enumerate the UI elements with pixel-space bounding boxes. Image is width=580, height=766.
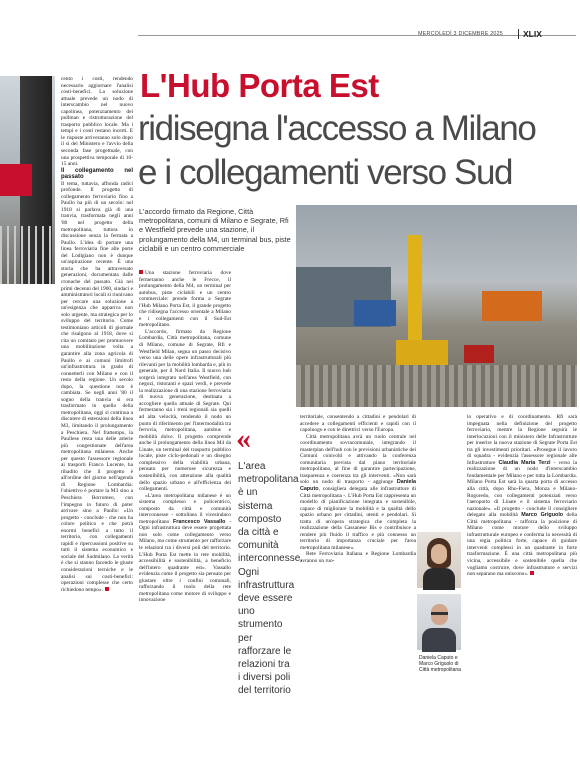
header-page-number: XLIX bbox=[523, 29, 542, 39]
col1-paragraph-1: cento i costi, rendendo necessario aggiornare l'analisi costi-benefici. La soluzione attuale prevede un nodo di interscambio nel nuovo capolinea, potenziamento dei pullman e ristrutturazione del trasporto pubblico locale. Ma i tempi e i costi restano incerti. E le risposte arriveranno solo dopo il sì del Ministero e l'avvio della seconda fase progettuale, con una prospettiva temporale di 10-15 anni. bbox=[61, 76, 133, 168]
photo-red-sign bbox=[0, 164, 32, 196]
end-mark-icon bbox=[530, 571, 534, 575]
photo-fence bbox=[0, 226, 55, 284]
portrait-body bbox=[423, 568, 455, 590]
photo-crane-yellow bbox=[408, 235, 422, 350]
column-3 bbox=[300, 414, 416, 750]
end-mark-icon bbox=[105, 587, 109, 591]
name-francesco-vassallo: Francesco Vassallo bbox=[173, 518, 226, 525]
pull-quote-mark: « bbox=[236, 422, 251, 455]
col3-paragraph-2: Città metropolitana avrà un ruolo centrale nel coordinamento sovracomunale, integrando il masterplan dell'hub con le previsioni urbanistiche dei Comuni coinvolti e attivando la conferenza comunitaria prevista dal piano territoriale metropolitano, al fine di garantire partecipazione, trasparenza e coerenza tra gli interventi. «Non sarà solo un nodo di trasporto - aggiunge Daniela Caputo, consigliera delegata alle infrastrutture di Città metropolitana -. L'Hub Porta Est rappresenta un modello di pianificazione integrata e sostenibile, capace di migliorare la mobilità e la qualità dello spazio urbano per cittadini, utenti e pendolari. Si tratta di un'opera strategica che completa la realizzazione della Cassanese Bis e contribuisce a rendere più fluido il traffico e più connesso un territorio di importanza cruciale per l'area metropolitana milanese». bbox=[300, 433, 416, 551]
paragraph-start-icon bbox=[139, 270, 143, 274]
portrait-marco-griguolo bbox=[417, 594, 461, 650]
col1-subheading: Il collegamento nel passato bbox=[61, 167, 133, 181]
header-date: MERCOLEDÌ 3 DICEMBRE 2025 bbox=[418, 31, 503, 37]
article-summary: L'accordo firmato da Regione, Città metropolitana, comuni di Milano e Segrate, Rfi e Westfield prevede una stazione, il prolungamento della M4, un terminal bus, piste ciclabili e un centro commerciale bbox=[139, 207, 291, 253]
name-claudia-maria-terzi: Claudia Maria Terzi bbox=[498, 459, 551, 466]
photo-red-machine bbox=[464, 345, 494, 363]
pull-quote-text: L'area metropolitana è un sistema composto da città e comunità interconnesse. Ogni infrastruttura deve essere uno strumento per rafforzare le relazioni tra i diversi poli del territorio bbox=[238, 461, 304, 697]
protest-photo bbox=[0, 76, 55, 284]
construction-site-photo bbox=[296, 205, 577, 407]
col2-paragraph-2: «L'area metropolitana milanese è un sistema complesso e policentrico, composto da città e comunità interconnesse - sottolinea il vicesindaco metropolitano Francesco Vassallo - Ogni infrastruttura deve essere progettata non solo come collegamento verso Milano, ma come strumento per rafforzare le relazioni tra i diversi poli del territorio. L'Hub Porta Est mette in rete mobilità, accessibilità e sostenibilità, a beneficio dell'intero quadrante est». Vassallo evidenzia come il progetto sia pensato per giustare oltre i confini comunali, rafforzando il ruolo della rete metropolitana come motore di sviluppo e innovazione bbox=[139, 492, 231, 604]
portrait-caption: Daniela Caputo e Marco Griguolo di Città metropolitana bbox=[419, 655, 461, 673]
col2-paragraph-1: L'accordo, firmato da Regione Lombardia, Città metropolitana, comune di Milano, comune di Segrate, Rfi e Westfield Milan, segna un passo decisivo verso una delle opere infrastrutturali più rilevanti per la mobilità lombarda e, più in generale, per il Nord Italia. Il nuovo hub sorgerà integrato nell'area Westfield, con negozi, ristoranti e spazi verdi, e prevede la realizzazione di una stazione ferroviaria di nuova generazione, destinata a accogliere quella attuale di Segrate. Qui fermeranno sia i treni regionali sia quelli ad alta velocità, rendendo il nodo un punto di riferimento per l'intermodalità tra ferrovia, metropolitana, autobus e mobilità dolce. Il progetto comprende anche il prolungamento della linea M4 da Linate, un terminal del trasporto pubblico locale, piste ciclo-pedonali e un disegno complessivo della viabilità urbana, pensato per numerose sicurezza e sostenibilità, con attenzione alla qualità dello spazio urbano e all'efficienza dei collegamenti. bbox=[139, 328, 231, 493]
photo-blue-container bbox=[354, 300, 396, 326]
col2-lead-paragraph: Una stazione ferroviaria dove fermeranno anche le Frecce, il prolungamento della M4, un terminal per autobus, piste ciclabili e un centro commerciale: prende forma a Segrate l'Hub Milano Porta Est, il grande progetto che ridisegna l'accesso orientale a Milano e i collegamenti con il Sud-Est metropolitano. bbox=[139, 270, 231, 329]
col4-paragraph-1: lo operativo e di coordinamento. Rfi sarà impegnata nella definizione del progetto ferroviario, mentre la Regione seguirà le interlocuzioni con il ministero delle Infrastrutture per inserire la nuova stazione di Segrate Porta Est tra gli investimenti prioritari. «Prosegue il lavoro di squadra - evidenzia l'assessore regionale alle Infrastrutture Claudia Maria Terzi - verso la realizzazione di un nodo d'interscambio fondamentale per Milano e per tutta la Lombardia. Milano Porta Est sarà la quarta porta di accesso alla città, dopo Rho-Fiera, Monza e Milano-Rogoredo, con collegamenti potenziati verso l'aeroporto di Linate e il sistema ferroviario nazionale». «Il progetto - conclude il consigliere delegato alla mobilità Marco Griguolo della Città metropolitana - rafforza la posizione di Milano come motore dello sviluppo infrastrutturale europeo e conferma la necessità di una regia politica forte, capace di guidare interventi complessi in un quadrante in forte trasformazione. È una città metropolitana più vicina, accessibile e sostenibile quella che vogliamo costruire, dove infrastrutture e servizi non separano ma uniscono». bbox=[467, 414, 577, 578]
header-separator bbox=[518, 29, 519, 39]
name-marco-griguolo: Marco Griguolo bbox=[521, 512, 564, 519]
headline-line-1: ridisegna l'accesso a Milano bbox=[138, 109, 536, 148]
portrait-daniela-caputo bbox=[417, 532, 461, 588]
photo-pipes bbox=[296, 365, 577, 407]
col3-paragraph-1: territoriale, consentendo a cittadini e pendolari di accedere a collegamenti efficienti e rapidi con il capoluogo e con le direttrici verso l'Europa. bbox=[300, 414, 416, 434]
column-1 bbox=[61, 76, 133, 749]
portrait-face bbox=[431, 544, 447, 564]
photo-orange-machine bbox=[482, 291, 542, 321]
col3-paragraph-3: Rete Ferroviaria Italiana e Regione Lombardia avranno un ruo- bbox=[300, 551, 416, 565]
column-2 bbox=[139, 270, 231, 749]
name-daniela-caputo: Daniela Caputo bbox=[300, 479, 416, 493]
page-header-rule bbox=[138, 35, 576, 36]
column-4 bbox=[467, 414, 577, 750]
col1-paragraph-2: Il tema, tuttavia, affonda radici profonde. Il progetto di collegamento ferroviario fino a Paullo ha più di un secolo: nel 1918 si parlava già di una tranvia, trasformata negli anni '80 nel progetto della metropolitana, tuttora in discussione senza la fermata a Paullo. L'idea di portare una linea ferroviaria fine alle porte del Lodigiano non è dunque un'aspirazione recente. È una storia che ha attraversato generazioni, documentata dalle cronache del passato. Già nei primi decenni del 1900, sindaci e amministratori locali si riunivano per cercare una soluzione a un'esigenza che appariva non solo urgente, ma strategica per lo sviluppo del territorio. Come testimoniano articoli di giornale che risalgono al 1918, dove si cita un comitato per promuovere una mobilitazione volta a garantire alla zona agricola di Paullo e ai comuni limitrofi un'infrastruttura in grado di connetterli con Milano e con il resto della regione. Un secolo dopo, la questione non è cambiata. Se negli anni '80 il sogno della tranvia si era trasformato in quello della metropolitana, oggi si continua a discutere di estensioni della linea M3, limitando il prolungamento a Peschiera. Nel frattempo, la Paullese resta una delle arterie più congestionate dell'area metropolitana milanese. Anche per questo l'assessore regionale ai trasporti Franco Lucente, ha ribadito che il progetto è all'ordine del giorno nell'agenda di Regione Lombardia: l'obiettivo è portare la M3 sino a Peschiera Borromeo, con l'impegno in futuro di poter arrivare sino a Paullo: «Un progetto - conclude - che non ha colore politico e che potrà enormi benefici a tutto il territorio, con collegamenti rapidi e ripercussioni positive su tutti il sistema economico e sociale del Sudmilano. La verità è che si stanno facendo le giuste considerazioni tecniche e le analisi sui costi-benefici: operazioni complesse che certo richiedono tempo». bbox=[61, 180, 134, 593]
portrait-glasses bbox=[431, 612, 448, 615]
headline-line-2: e i collegamenti verso Sud bbox=[138, 153, 513, 192]
portrait-body bbox=[422, 628, 456, 652]
headline-kicker: L'Hub Porta Est bbox=[140, 67, 379, 104]
